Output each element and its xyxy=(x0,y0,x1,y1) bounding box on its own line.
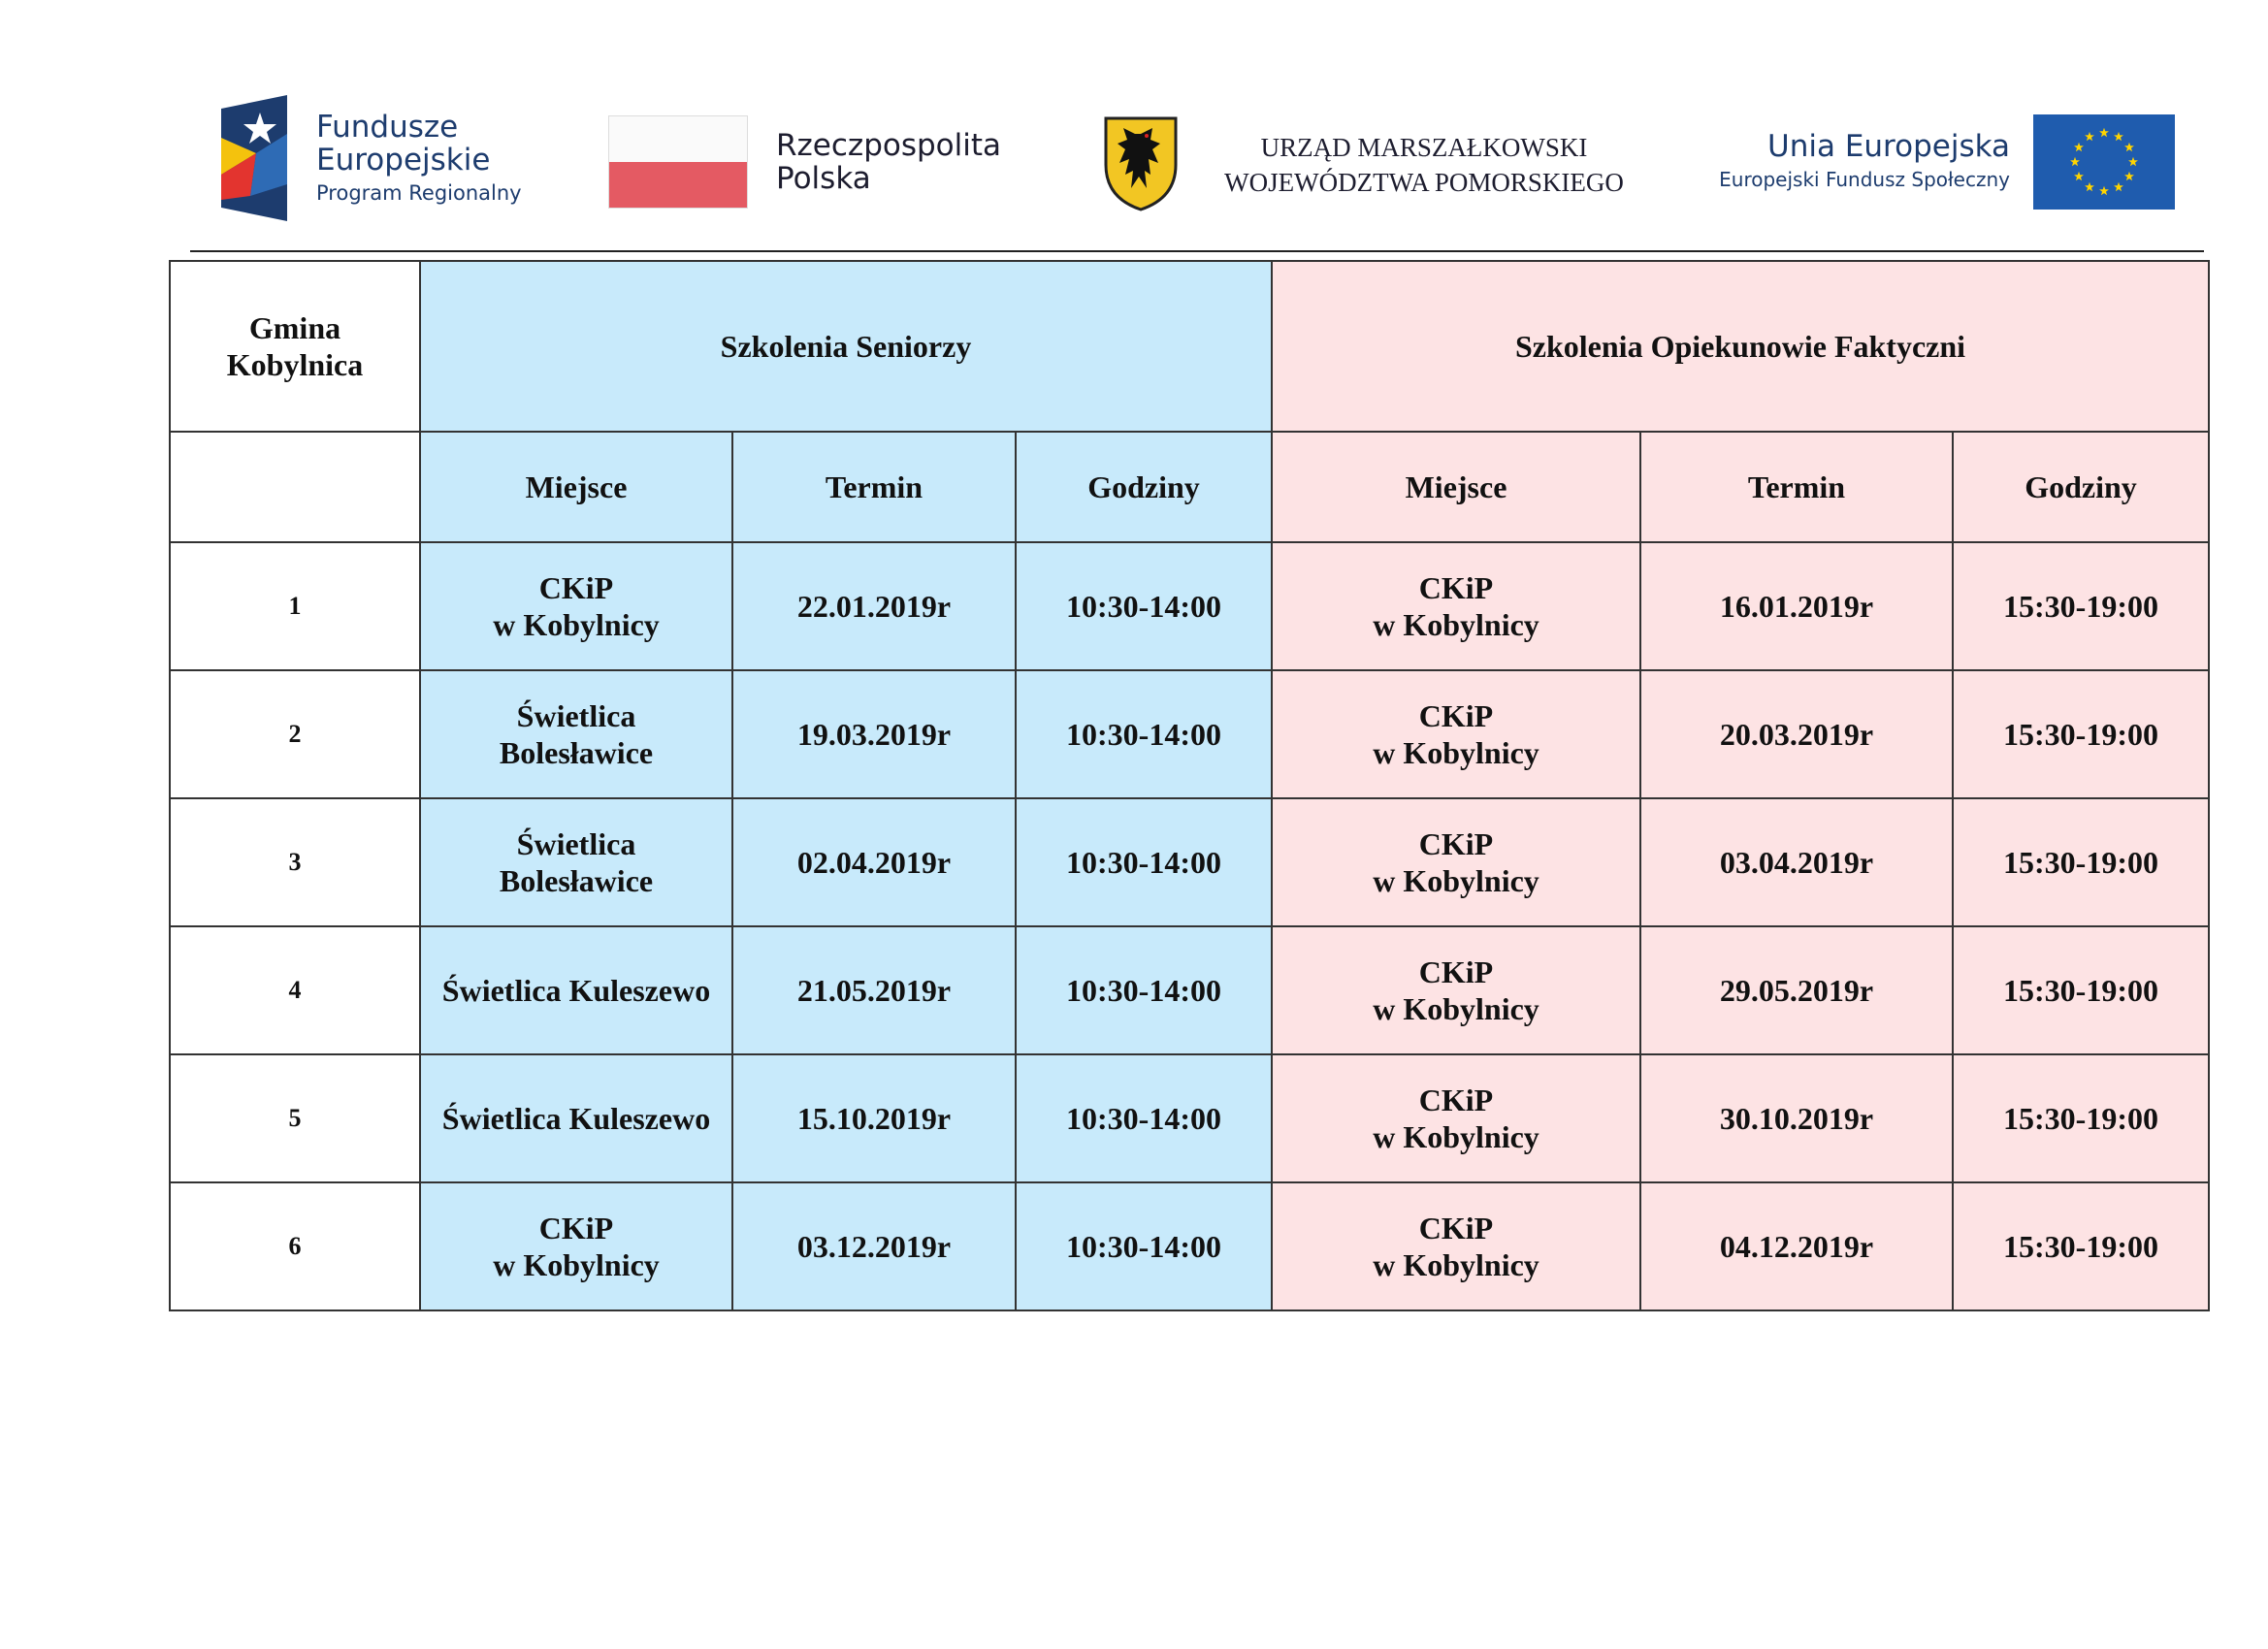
place-line: w Kobylnicy xyxy=(1373,991,1539,1026)
table-row xyxy=(170,670,2209,798)
seniorzy-date: 22.01.2019r xyxy=(732,542,1016,670)
fe-line2: Europejskie xyxy=(316,143,491,178)
column-header-miejsce: Miejsce xyxy=(1272,432,1640,542)
pomorskie-griffin-crest-icon xyxy=(1102,114,1180,211)
seniorzy-place xyxy=(420,1182,732,1310)
row-number: 2 xyxy=(170,670,420,798)
seniorzy-place xyxy=(420,926,732,1054)
opiekunowie-place xyxy=(1272,798,1640,926)
seniorzy-hours: 10:30-14:00 xyxy=(1016,542,1272,670)
training-schedule-table xyxy=(169,260,2210,1311)
place-line: w Kobylnicy xyxy=(493,1247,660,1282)
place-line: Bolesławice xyxy=(499,863,654,898)
opiekunowie-place xyxy=(1272,1182,1640,1310)
seniorzy-date: 02.04.2019r xyxy=(732,798,1016,926)
place-line: w Kobylnicy xyxy=(1373,1119,1539,1154)
place-line: w Kobylnicy xyxy=(1373,735,1539,770)
seniorzy-date: 03.12.2019r xyxy=(732,1182,1016,1310)
opiekunowie-place xyxy=(1272,1054,1640,1182)
seniorzy-hours: 10:30-14:00 xyxy=(1016,670,1272,798)
place-line: w Kobylnicy xyxy=(1373,1247,1539,1282)
column-header-miejsce: Miejsce xyxy=(420,432,732,542)
rp-line2: Polska xyxy=(776,161,871,196)
polish-flag-icon xyxy=(608,115,748,209)
table-row xyxy=(170,926,2209,1054)
corner-header-line: Kobylnica xyxy=(226,347,364,382)
corner-header-cell xyxy=(170,261,420,432)
opiekunowie-hours: 15:30-19:00 xyxy=(1953,670,2209,798)
table-row xyxy=(170,798,2209,926)
rzeczpospolita-polska-text xyxy=(776,129,1001,195)
group-header-seniorzy: Szkolenia Seniorzy xyxy=(420,261,1272,432)
row-number: 3 xyxy=(170,798,420,926)
seniorzy-place xyxy=(420,542,732,670)
column-header-termin: Termin xyxy=(1640,432,1953,542)
column-header-godziny: Godziny xyxy=(1016,432,1272,542)
um-line2: WOJEWÓDZTWA POMORSKIEGO xyxy=(1224,168,1624,197)
empty-header-cell xyxy=(170,432,420,542)
seniorzy-place xyxy=(420,670,732,798)
group-header-opiekunowie: Szkolenia Opiekunowie Faktyczni xyxy=(1272,261,2209,432)
seniorzy-date: 19.03.2019r xyxy=(732,670,1016,798)
place-line: Świetlica xyxy=(516,826,636,861)
opiekunowie-date: 29.05.2019r xyxy=(1640,926,1953,1054)
opiekunowie-hours: 15:30-19:00 xyxy=(1953,1182,2209,1310)
seniorzy-date: 21.05.2019r xyxy=(732,926,1016,1054)
opiekunowie-hours: 15:30-19:00 xyxy=(1953,926,2209,1054)
row-number: 1 xyxy=(170,542,420,670)
place-line: w Kobylnicy xyxy=(493,607,660,642)
urzad-marszalkowski-text xyxy=(1201,130,1647,200)
place-line: CKiP xyxy=(1418,698,1494,733)
place-line: CKiP xyxy=(1418,1211,1494,1245)
seniorzy-place xyxy=(420,798,732,926)
eu-flag-icon xyxy=(2033,114,2175,210)
seniorzy-hours: 10:30-14:00 xyxy=(1016,798,1272,926)
column-header-godziny: Godziny xyxy=(1953,432,2209,542)
opiekunowie-date: 20.03.2019r xyxy=(1640,670,1953,798)
place-line: Bolesławice xyxy=(499,735,654,770)
place-line: Świetlica Kuleszewo xyxy=(441,973,711,1008)
logo-bar xyxy=(0,0,2268,252)
opiekunowie-place xyxy=(1272,926,1640,1054)
rp-line1: Rzeczpospolita xyxy=(776,128,1002,163)
fe-line3: Program Regionalny xyxy=(316,181,522,205)
opiekunowie-date: 03.04.2019r xyxy=(1640,798,1953,926)
ue-line1: Unia Europejska xyxy=(1767,129,2010,164)
opiekunowie-place xyxy=(1272,542,1640,670)
place-line: CKiP xyxy=(1418,1083,1494,1117)
um-line1: URZĄD MARSZAŁKOWSKI xyxy=(1260,133,1588,162)
place-line: CKiP xyxy=(538,1211,614,1245)
place-line: CKiP xyxy=(1418,954,1494,989)
seniorzy-hours: 10:30-14:00 xyxy=(1016,1054,1272,1182)
place-line: CKiP xyxy=(1418,826,1494,861)
corner-header-line: Gmina xyxy=(248,310,341,345)
opiekunowie-hours: 15:30-19:00 xyxy=(1953,1054,2209,1182)
place-line: w Kobylnicy xyxy=(1373,607,1539,642)
opiekunowie-date: 04.12.2019r xyxy=(1640,1182,1953,1310)
table-column-header-row xyxy=(170,432,2209,542)
rzeczpospolita-polska-logo xyxy=(608,115,1035,209)
seniorzy-hours: 10:30-14:00 xyxy=(1016,926,1272,1054)
row-number: 4 xyxy=(170,926,420,1054)
ue-line2: Europejski Fundusz Społeczny xyxy=(1719,168,2010,191)
opiekunowie-place xyxy=(1272,670,1640,798)
table-row xyxy=(170,1182,2209,1310)
row-number: 5 xyxy=(170,1054,420,1182)
table-row xyxy=(170,542,2209,670)
opiekunowie-hours: 15:30-19:00 xyxy=(1953,542,2209,670)
table-group-header-row xyxy=(170,261,2209,432)
fe-line1: Fundusze xyxy=(316,110,459,145)
place-line: w Kobylnicy xyxy=(1373,863,1539,898)
seniorzy-date: 15.10.2019r xyxy=(732,1054,1016,1182)
header-divider xyxy=(190,250,2204,252)
place-line: Świetlica xyxy=(516,698,636,733)
opiekunowie-date: 16.01.2019r xyxy=(1640,542,1953,670)
place-line: CKiP xyxy=(538,570,614,605)
opiekunowie-date: 30.10.2019r xyxy=(1640,1054,1953,1182)
place-line: CKiP xyxy=(1418,570,1494,605)
unia-europejska-logo xyxy=(1698,114,2173,211)
table-row xyxy=(170,1054,2209,1182)
fundusze-europejskie-text xyxy=(316,111,522,208)
row-number: 6 xyxy=(170,1182,420,1310)
urzad-marszalkowski-logo xyxy=(1102,114,1645,211)
seniorzy-hours: 10:30-14:00 xyxy=(1016,1182,1272,1310)
place-line: Świetlica Kuleszewo xyxy=(441,1101,711,1136)
fundusze-europejskie-mark-icon xyxy=(221,95,287,221)
seniorzy-place xyxy=(420,1054,732,1182)
fundusze-europejskie-logo xyxy=(221,95,532,223)
column-header-termin: Termin xyxy=(732,432,1016,542)
opiekunowie-hours: 15:30-19:00 xyxy=(1953,798,2209,926)
unia-europejska-text xyxy=(1698,128,2010,194)
